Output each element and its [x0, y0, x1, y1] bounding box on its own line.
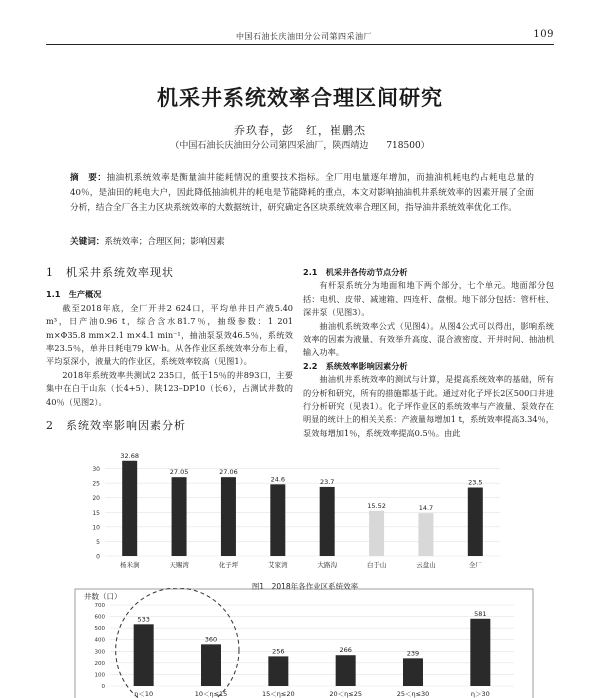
right-column [303, 266, 554, 440]
y-tick-label: 25 [92, 480, 100, 488]
bar-value-label: 581 [474, 609, 487, 618]
bar-value-label: 14.7 [418, 504, 434, 513]
y-tick-label: 700 [94, 603, 105, 609]
bar-value-label: 360 [204, 635, 218, 644]
y-axis-title: 井数（口） [84, 592, 122, 601]
section-1-heading: 1 机采井系统效率现状 [46, 266, 174, 279]
x-category-label: 化子坪 [218, 561, 239, 569]
bar-1 [122, 461, 137, 556]
keywords-label: 关键词： [70, 237, 105, 247]
abstract-label: 摘 要： [70, 173, 107, 183]
bar-value-label: 32.68 [120, 451, 139, 460]
y-tick-label: 15 [92, 509, 100, 517]
subsection-2-1-heading: 2.1 机采井各传动节点分析 [303, 267, 408, 277]
bar-5 [403, 658, 423, 686]
x-category-label: 杨米涧 [119, 561, 140, 569]
x-category-label: 全厂 [468, 561, 482, 569]
x-category-label: η＞30 [470, 690, 490, 698]
bar-5 [320, 487, 335, 556]
article-affiliation: （中国石油长庆油田分公司第四采油厂，陕西靖边 718500） [170, 141, 430, 151]
x-category-label: 25＜η≤30 [396, 690, 430, 698]
running-header [46, 30, 554, 45]
bar-7 [418, 513, 433, 556]
bar-value-label: 266 [339, 646, 352, 655]
subsection-1-1-heading: 1.1 生产概况 [46, 289, 102, 300]
y-tick-label: 10 [92, 524, 100, 532]
bar-value-label: 15.52 [367, 501, 386, 510]
keywords [70, 235, 225, 247]
x-category-label: η＜10 [134, 690, 154, 698]
x-category-label: 艾家湾 [268, 561, 288, 569]
paragraph-production-overview: 截至2018年底，全厂开井2 624口，平均单井日产液5.40 m³，日产油0.96 t，综合含水81.7％，抽级参数：1 201 m×Φ35.8 mm×2.1 m×4.1 min⁻¹，抽油泵泵效46.5％，系统效率23.5％，单井日耗电79 kW·h。从各作业区系统效率分布上看，平均泵深小，液量大的作业区，系统效率较高（见图1）。 [46, 302, 293, 367]
bar-value-label: 23.5 [468, 478, 483, 487]
bar-3 [268, 656, 288, 686]
running-title: 中国石油长庆油田分公司第四采油厂 [236, 32, 372, 41]
x-category-label: 15＜η≤20 [262, 690, 295, 698]
abstract [70, 171, 534, 216]
y-tick-label: 30 [92, 466, 100, 474]
x-category-label: 大路沟 [317, 561, 337, 569]
bar-8 [468, 488, 483, 556]
keywords-text: 系统效率；合理区间；影响因素 [104, 237, 225, 247]
x-category-label: 云盘山 [416, 561, 436, 569]
bar-value-label: 533 [137, 615, 150, 624]
bar-value-label: 27.05 [169, 468, 189, 477]
bar-value-label: 27.06 [219, 468, 238, 477]
y-tick-label: 400 [94, 637, 105, 644]
figure-1-caption: 图1 2018年各作业区系统效率 [251, 582, 359, 591]
y-tick-label: 600 [94, 614, 105, 621]
bar-value-label: 256 [272, 647, 285, 656]
paragraph-factor-analysis: 抽油机井系统效率的测试与计算，是提高系统效率的基础，所有的分析和研究，所有的措施都基于此。通过对化子坪长2区500口井进行分析研究（见表1）。化子坪作业区的系统效率与产液量、泵效存在明显的统计上的相关关系：产液量每增加1 t，系统效率提高3.34％，泵效每增加1％，系统效率提高0.5％。由此 [303, 374, 554, 438]
bar-4 [270, 484, 285, 556]
figure-1-bar-chart [60, 448, 550, 593]
bar-6 [369, 511, 384, 556]
section-2-heading: 2 系统效率影响因素分析 [46, 419, 186, 433]
x-category-label: 10＜η≤15 [194, 690, 228, 698]
figure-2-bar-chart [74, 588, 534, 698]
article-authors: 乔玖春，彭 红，崔鹏杰 [234, 124, 366, 137]
y-tick-label: 20 [92, 495, 100, 503]
page-number: 109 [533, 29, 554, 40]
paragraph-efficiency-formula: 抽油机系统效率公式（见图4）。从图4公式可以得出，影响系统效率的因素为液量、有效举升高度、混合液密度、开井时间、抽油机输入功率。 [303, 320, 554, 358]
paragraph-transmission-nodes: 有杆泵系统分为地面和地下两个部分，七个单元。地面部分包括：电机、皮带、减速箱、四连杆、盘根。地下部分包括：管杆柱、深井泵（见图3）。 [303, 280, 554, 318]
bar-6 [470, 619, 490, 686]
bar-2 [172, 477, 187, 556]
left-column [46, 266, 293, 432]
bar-value-label: 24.6 [270, 475, 286, 484]
article-title: 机采井系统效率合理区间研究 [157, 86, 443, 110]
y-tick-label: 5 [96, 538, 100, 546]
x-category-label: 20＜η≤25 [329, 690, 362, 698]
bar-value-label: 23.7 [319, 477, 335, 486]
bar-2 [201, 644, 221, 686]
abstract-text: 抽油机系统效率是衡量油井能耗情况的重要技术指标。全厂用电量逐年增加，而抽油机耗电约占耗电总量的40％，是油田的耗电大户，因此降低抽油机井的耗电是节能降耗的重点，本文对影响抽油机井系统效率的因素开展了全面分析，结合全厂各主力区块系统效率的大数据统计，研究确定各区块系统效率合理区间，指导油井系统效率优化工作。 [70, 173, 534, 213]
y-tick-label: 300 [94, 649, 105, 656]
y-tick-label: 500 [94, 626, 105, 633]
y-tick-label: 100 [94, 672, 105, 679]
x-category-label: 白于山 [366, 561, 387, 569]
y-tick-label: 200 [94, 660, 105, 667]
y-tick-label: 0 [96, 553, 100, 561]
bar-3 [221, 477, 236, 556]
bar-value-label: 239 [406, 649, 420, 658]
bar-4 [336, 655, 356, 686]
paragraph-efficiency-test: 2018年系统效率共测试2 235口，低于15％的井893口，主要集中在白于山东（长4+5）、陕123–DP10（长6），占测试井数的40％（见图2）。 [46, 369, 293, 407]
subsection-2-2-heading: 2.2 系统效率影响因素分析 [303, 360, 408, 371]
x-category-label: 天赐湾 [169, 561, 189, 569]
bar-1 [134, 624, 154, 686]
y-tick-label: 0 [101, 684, 105, 690]
